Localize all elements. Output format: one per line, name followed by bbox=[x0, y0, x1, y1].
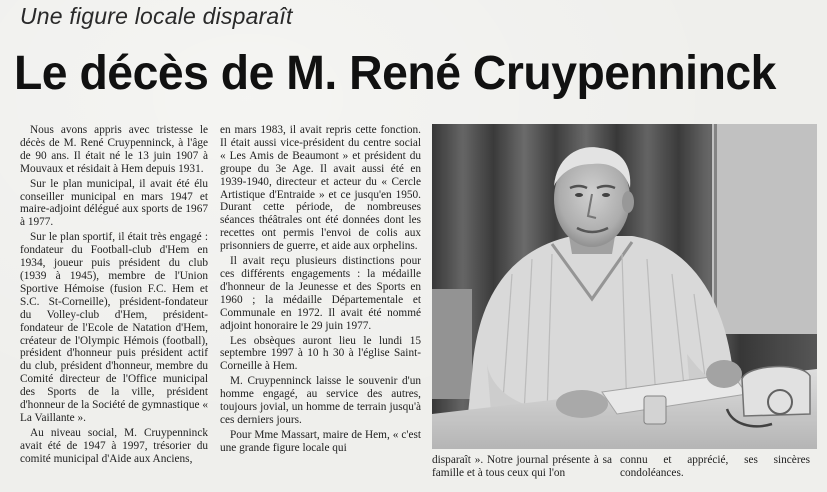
paragraph: M. Cruypenninck laisse le souvenir d'un homme engagé, au service des autres, toujours jovial, un homme de terrain jusqu'à ces derniers jours. bbox=[220, 375, 421, 426]
article-kicker: Une figure locale disparaît bbox=[20, 3, 293, 29]
portrait-photo-drawing bbox=[432, 124, 817, 449]
paragraph: Nous avons appris avec tristesse le décès de M. René Cruypenninck, à l'âge de 90 ans. Il était né le 13 juin 1907 à Mouvaux et résidait à Hem depuis 1931. bbox=[20, 124, 208, 175]
article-column-1 bbox=[20, 124, 208, 468]
paragraph: Sur le plan sportif, il était très engagé : fondateur du Football-club d'Hem en 1934, joueur puis président du club (1939 à 1945), membre de l'Union Sportive Hémoise (fusion F.C. Hem et S.C. St-Corneille), président-fondateur du Volley-club d'Hem, président-fondateur de l'Ecole de Natation d'Hem, créateur de l'Olympic Hémois (football), président d'honneur puis président actif du club, président d'honneur, membre du Comité directeur de l'Office municipal des Sports de la ville, président d'honneur de la Société de gymnastique « La Vaillante ». bbox=[20, 231, 208, 424]
article-headline: Le décès de M. René Cruypenninck bbox=[14, 47, 776, 100]
paragraph: Il avait reçu plusieurs distinctions pour ces différents engagements : la médaille d'honneur de la Jeunesse et des Sports en 1960 ; la médaille Départementale et Communale en 1972. Il avait été nommé adjoint honoraire le 29 juin 1977. bbox=[220, 255, 421, 332]
article-column-2 bbox=[220, 124, 421, 457]
paragraph: connu et apprécié, ses sincères condoléances. bbox=[620, 454, 810, 479]
paragraph: Pour Mme Massart, maire de Hem, « c'est une grande figure locale qui bbox=[220, 428, 421, 454]
paragraph: Les obsèques auront lieu le lundi 15 septembre 1997 à 10 h 30 à l'église Saint-Corneille à Hem. bbox=[220, 334, 421, 373]
article-column-3 bbox=[432, 454, 612, 480]
article-column-4 bbox=[620, 454, 810, 480]
portrait-photo bbox=[432, 124, 817, 449]
paragraph: Au niveau social, M. Cruypenninck avait été de 1947 à 1997, trésorier du comité municipal d'Aide aux Anciens, bbox=[20, 426, 208, 465]
paragraph: disparaît ». Notre journal présente à sa famille et à tous ceux qui l'on bbox=[432, 454, 612, 479]
paragraph: en mars 1983, il avait repris cette fonction. Il était aussi vice-président du centre social « Les Amis de Beaumont » et président du groupe du 3e Age. Il avait aussi été en 1939-1940, directeur et acteur du « Cercle Artistique d'Entraide » et ce jusqu'en 1950. Durant cette période, de nombreuses séances théâtrales ont été données dont les recettes ont permis l'envoi de colis aux prisonniers de guerre, et aide aux orphelins. bbox=[220, 124, 421, 253]
paragraph: Sur le plan municipal, il avait été élu conseiller municipal en mars 1947 et maire-adjoint délégué aux sports de 1967 à 1977. bbox=[20, 177, 208, 229]
